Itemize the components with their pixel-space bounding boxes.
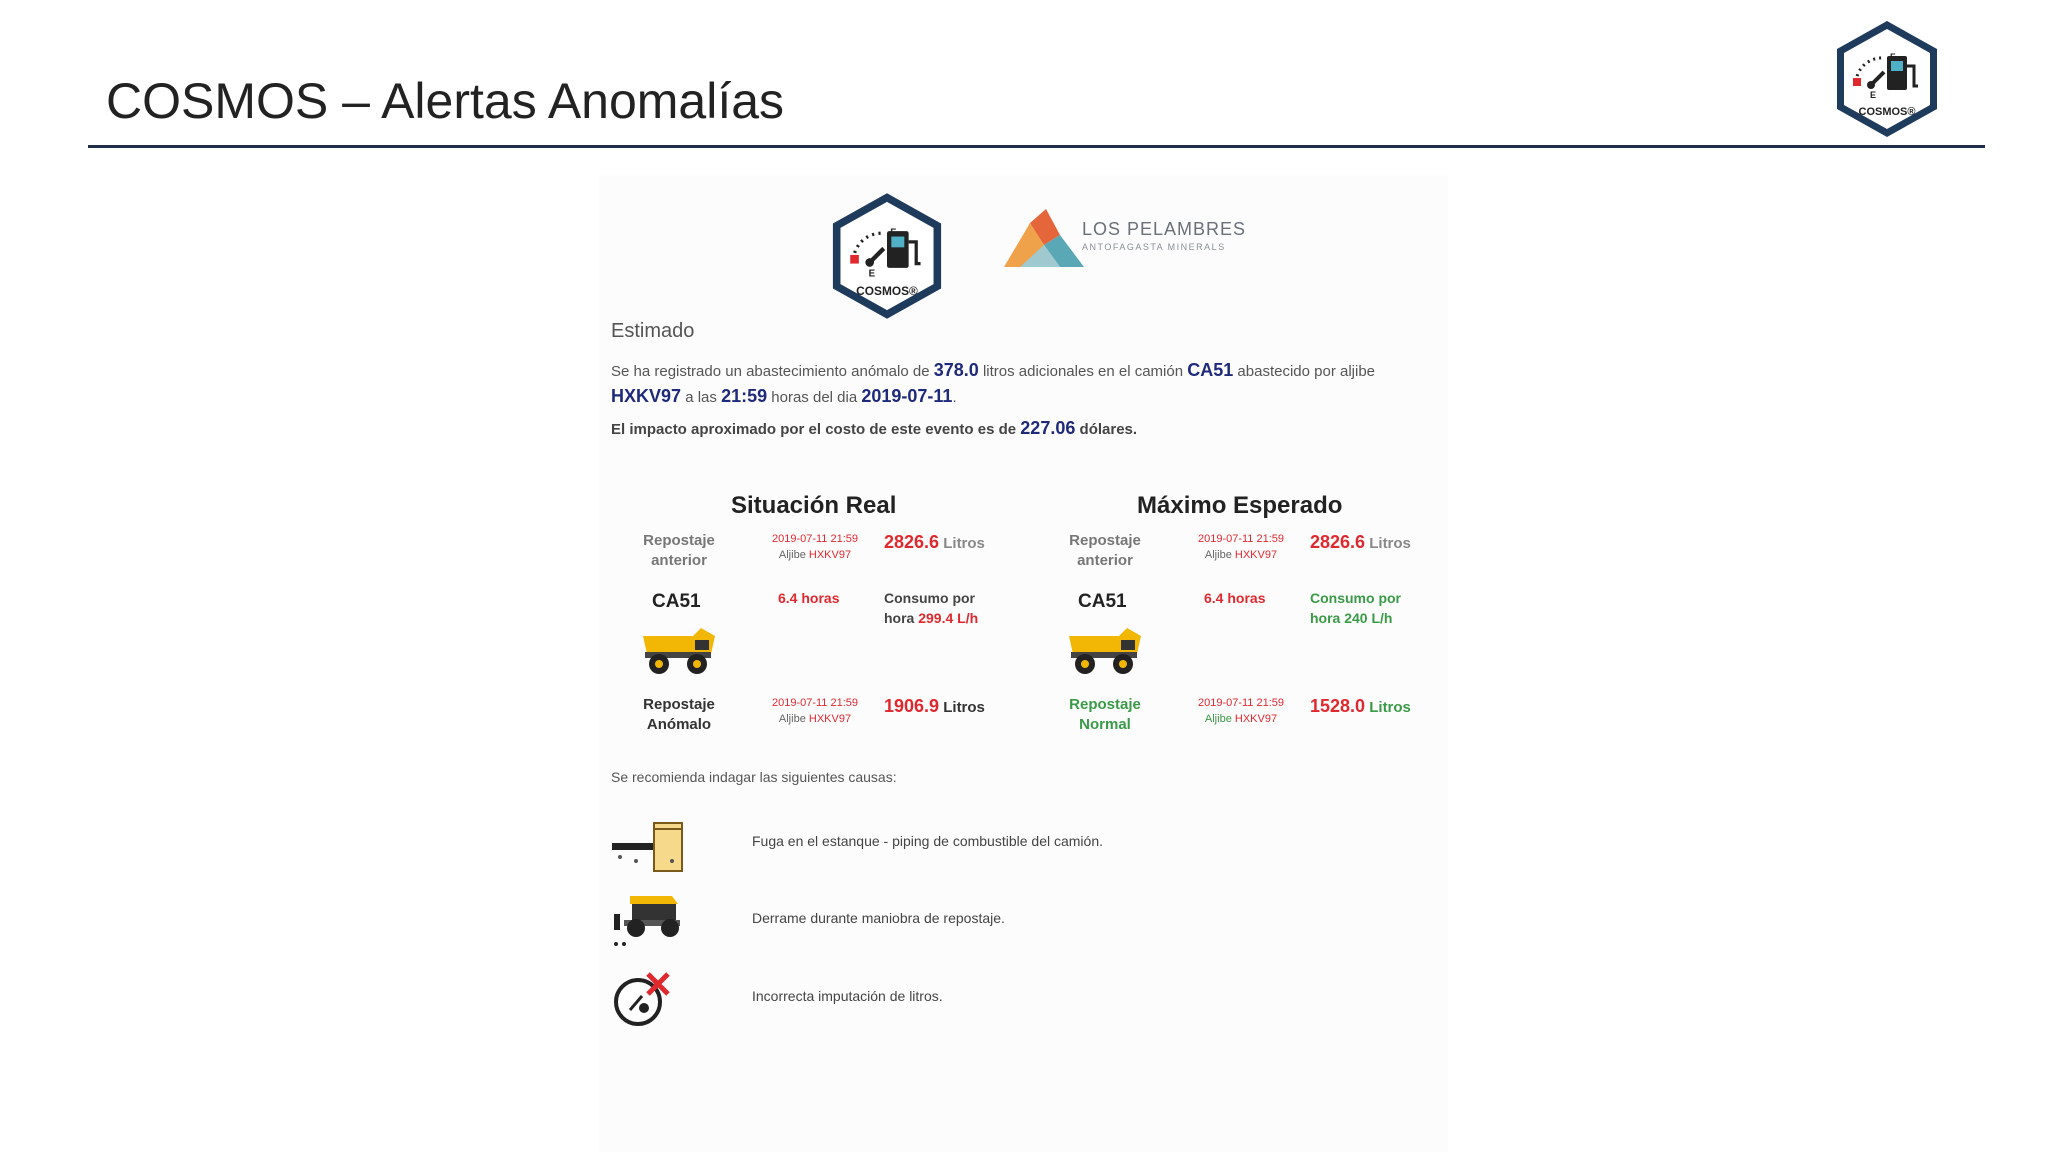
gauge-full-label: F bbox=[890, 227, 897, 239]
expected-max-title: Máximo Esperado bbox=[1137, 492, 1343, 519]
text: abastecido por aljibe bbox=[1237, 363, 1376, 380]
liters-value: 2826.6 bbox=[884, 532, 940, 552]
real-situation-title: Situación Real bbox=[731, 492, 897, 519]
gauge-full-label: F bbox=[1890, 52, 1896, 62]
los-pelambres-logo-icon bbox=[1000, 205, 1090, 275]
liters-value: 2826.6 bbox=[1310, 532, 1366, 552]
cost-impact bbox=[611, 418, 1431, 439]
expected-last-timestamp bbox=[1186, 695, 1296, 727]
text: Se ha registrado un abastecimiento anómalo de bbox=[611, 363, 930, 380]
aljibe-label: Aljibe bbox=[778, 713, 806, 725]
gauge-empty-label: E bbox=[868, 268, 876, 280]
tank-leak-icon bbox=[612, 817, 688, 877]
aljibe-label: Aljibe bbox=[1204, 713, 1232, 725]
liters-unit: Litros bbox=[1369, 535, 1411, 552]
real-consumption bbox=[884, 588, 1004, 628]
timestamp: 2019-07-11 21:59 bbox=[1197, 533, 1285, 545]
consumption-value: 240 L/h bbox=[1344, 610, 1393, 626]
cost-value: 227.06 bbox=[1020, 418, 1076, 438]
mining-truck-icon bbox=[1067, 626, 1143, 676]
expected-prev-label: Repostaje anterior bbox=[1069, 532, 1141, 569]
expected-truck-id: CA51 bbox=[1078, 591, 1127, 612]
cosmos-logo-icon bbox=[1832, 18, 1942, 140]
event-time: 21:59 bbox=[721, 386, 768, 406]
partner-name: LOS PELAMBRES bbox=[1082, 219, 1247, 239]
text: litros adicionales en el camión bbox=[982, 363, 1184, 380]
aljibe-id: HXKV97 bbox=[611, 386, 682, 406]
title-divider bbox=[88, 145, 1985, 148]
mining-truck-icon bbox=[641, 626, 717, 676]
timestamp: 2019-07-11 21:59 bbox=[1197, 697, 1285, 709]
liters-unit: Litros bbox=[943, 699, 985, 716]
real-hours: 6.4 horas bbox=[778, 590, 840, 606]
aljibe-id: HXKV97 bbox=[1234, 549, 1278, 561]
liters-value: 1528.0 bbox=[1310, 696, 1366, 716]
text: . bbox=[952, 389, 957, 406]
real-last-amount bbox=[884, 696, 985, 717]
timestamp: 2019-07-11 21:59 bbox=[771, 533, 859, 545]
cause-3-text: Incorrecta imputación de litros. bbox=[752, 988, 943, 1004]
timestamp: 2019-07-11 21:59 bbox=[771, 697, 859, 709]
consumption-value: 299.4 L/h bbox=[918, 610, 979, 626]
gauge-empty-label: E bbox=[1870, 90, 1877, 100]
consumption-label: Consumo por hora bbox=[1310, 590, 1401, 626]
aljibe-id: HXKV97 bbox=[808, 713, 852, 725]
anomaly-liters: 378.0 bbox=[933, 360, 979, 380]
real-prev-timestamp bbox=[760, 531, 870, 563]
real-last-timestamp bbox=[760, 695, 870, 727]
cosmos-logo-text: COSMOS® bbox=[1858, 106, 1916, 118]
liters-value: 1906.9 bbox=[884, 696, 940, 716]
real-truck-id: CA51 bbox=[652, 591, 701, 612]
aljibe-label: Aljibe bbox=[1204, 549, 1232, 561]
consumption-label: Consumo por hora bbox=[884, 590, 975, 626]
expected-prev-timestamp bbox=[1186, 531, 1296, 563]
event-date: 2019-07-11 bbox=[861, 386, 953, 406]
text: El impacto aproximado por el costo de este evento es de bbox=[611, 421, 1017, 438]
los-pelambres-wordmark bbox=[1082, 219, 1246, 252]
partner-subtitle: ANTOFAGASTA MINERALS bbox=[1082, 242, 1226, 252]
aljibe-label: Aljibe bbox=[778, 549, 806, 561]
cosmos-logo-icon bbox=[827, 190, 947, 322]
cosmos-logo-text: COSMOS® bbox=[856, 283, 918, 298]
text: horas del dia bbox=[771, 389, 858, 406]
real-prev-amount bbox=[884, 532, 985, 553]
expected-prev-amount bbox=[1310, 532, 1411, 553]
gauge-error-icon bbox=[610, 968, 686, 1028]
cause-2-text: Derrame durante maniobra de repostaje. bbox=[752, 910, 1005, 926]
recommendation-heading: Se recomienda indagar las siguientes causas: bbox=[611, 769, 897, 785]
alert-email-panel bbox=[598, 175, 1448, 1152]
text: dólares. bbox=[1079, 421, 1138, 438]
aljibe-id: HXKV97 bbox=[1234, 713, 1278, 725]
expected-consumption bbox=[1310, 588, 1430, 628]
anomaly-description bbox=[611, 358, 1431, 410]
aljibe-id: HXKV97 bbox=[808, 549, 852, 561]
expected-last-amount bbox=[1310, 696, 1411, 717]
cause-1-text: Fuga en el estanque - piping de combustible del camión. bbox=[752, 833, 1103, 849]
expected-hours: 6.4 horas bbox=[1204, 590, 1266, 606]
text: a las bbox=[685, 389, 717, 406]
slide-title: COSMOS – Alertas Anomalías bbox=[106, 73, 785, 129]
expected-last-label: Repostaje Normal bbox=[1069, 696, 1141, 733]
real-last-label: Repostaje Anómalo bbox=[643, 696, 715, 733]
real-prev-label: Repostaje anterior bbox=[643, 532, 715, 569]
greeting: Estimado bbox=[611, 320, 695, 342]
liters-unit: Litros bbox=[1369, 699, 1411, 716]
truck-id: CA51 bbox=[1187, 360, 1234, 380]
liters-unit: Litros bbox=[943, 535, 985, 552]
truck-spill-icon bbox=[610, 892, 686, 952]
